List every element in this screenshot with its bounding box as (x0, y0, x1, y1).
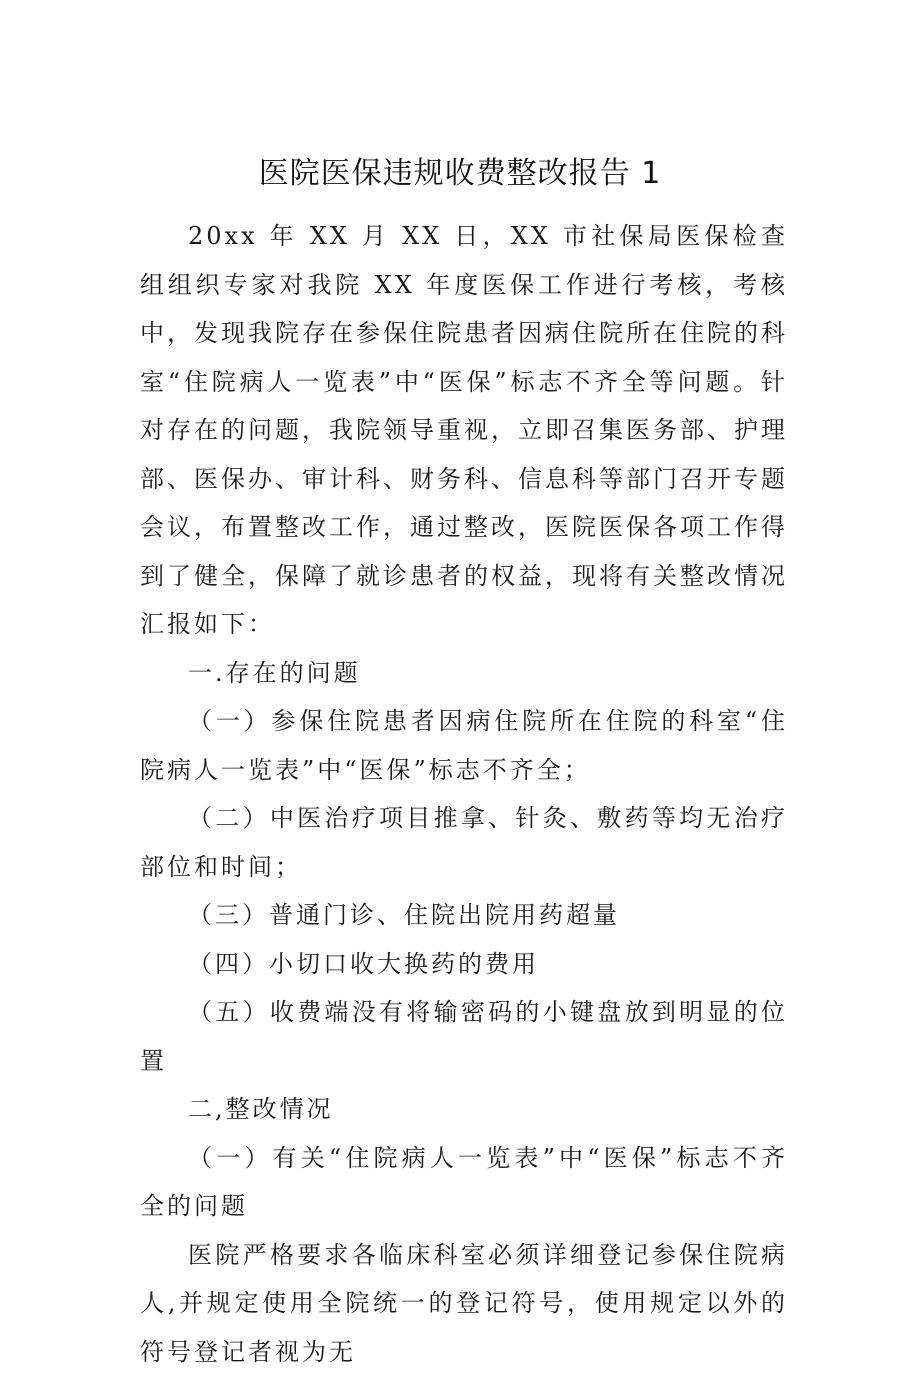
rectification-paragraph: 医院严格要求各临床科室必须详细登记参保住院病人,并规定使用全院统一的登记符号，使用规定以外的符号登记者视为无 (140, 1231, 788, 1376)
problem-item-1: （一）参保住院患者因病住院所在住院的科室“住院病人一览表”中“医保”标志不齐全； (140, 697, 788, 794)
problem-item-3: （三）普通门诊、住院出院用药超量 (140, 891, 788, 940)
rectification-item-1: （一）有关“住院病人一览表”中“医保”标志不齐全的问题 (140, 1134, 788, 1231)
problem-item-4: （四）小切口收大换药的费用 (140, 940, 788, 989)
document-body (140, 212, 788, 1376)
document-title: 医院医保违规收费整改报告 1 (0, 152, 920, 196)
problem-item-5: （五）收费端没有将输密码的小键盘放到明显的位置 (140, 988, 788, 1085)
section-heading-problems: 一.存在的问题 (140, 649, 788, 698)
section-heading-rectification: 二,整改情况 (140, 1085, 788, 1134)
problem-item-2: （二）中医治疗项目推拿、针灸、敷药等均无治疗部位和时间； (140, 794, 788, 891)
intro-paragraph: 20xx 年 XX 月 XX 日，XX 市社保局医保检查组组织专家对我院 XX 年度医保工作进行考核，考核中，发现我院存在参保住院患者因病住院所在住院的科室“住院病人一览表”中“医保”标志不齐全等问题。针对存在的问题，我院领导重视，立即召集医务部、护理部、医保办、审计科、财务科、信息科等部门召开专题会议，布置整改工作，通过整改，医院医保各项工作得到了健全，保障了就诊患者的权益，现将有关整改情况汇报如下： (140, 212, 788, 649)
